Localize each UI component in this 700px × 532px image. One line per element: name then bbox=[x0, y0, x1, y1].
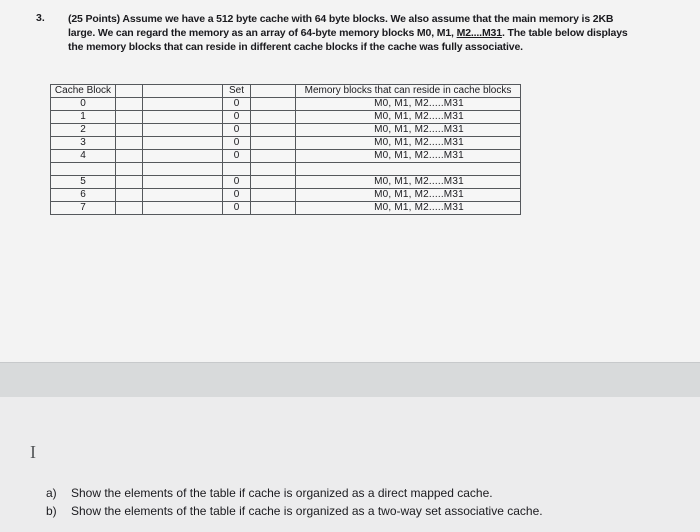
set-cell: 0 bbox=[223, 176, 251, 189]
text-cursor-icon: I bbox=[30, 442, 36, 462]
cache-block-cell: 2 bbox=[51, 124, 116, 137]
part-a-label: a) bbox=[46, 486, 57, 500]
cache-table bbox=[50, 84, 521, 215]
header-cache-block: Cache Block bbox=[51, 85, 116, 98]
memory-blocks-cell: M0, M1, M2.....M31 bbox=[296, 202, 521, 215]
table-row bbox=[51, 137, 521, 150]
cache-block-cell: 1 bbox=[51, 111, 116, 124]
memory-blocks-cell: M0, M1, M2.....M31 bbox=[296, 124, 521, 137]
table-spacer-row bbox=[51, 163, 521, 176]
memory-range-underlined: M2....M31 bbox=[456, 27, 502, 39]
set-cell: 0 bbox=[223, 98, 251, 111]
cache-block-cell: 3 bbox=[51, 137, 116, 150]
memory-blocks-cell: M0, M1, M2.....M31 bbox=[296, 176, 521, 189]
table-row bbox=[51, 189, 521, 202]
set-cell: 0 bbox=[223, 137, 251, 150]
table-row bbox=[51, 98, 521, 111]
part-a-text: Show the elements of the table if cache is organized as a direct mapped cache. bbox=[71, 486, 493, 500]
part-b bbox=[46, 504, 543, 518]
cache-block-cell: 0 bbox=[51, 98, 116, 111]
question-line-2: large. We can regard the memory as an array of 64-byte memory blocks M0, M1, M2....M31. The table below displays bbox=[68, 27, 628, 39]
cache-block-cell: 4 bbox=[51, 150, 116, 163]
question-line-1: (25 Points) Assume we have a 512 byte cache with 64 byte blocks. We also assume that the main memory is 2KB bbox=[68, 13, 614, 25]
table-row bbox=[51, 202, 521, 215]
header-memory-blocks: Memory blocks that can reside in cache blocks bbox=[296, 85, 521, 98]
memory-blocks-cell: M0, M1, M2.....M31 bbox=[296, 111, 521, 124]
memory-blocks-cell: M0, M1, M2.....M31 bbox=[296, 137, 521, 150]
table-header-row bbox=[51, 85, 521, 98]
set-cell: 0 bbox=[223, 150, 251, 163]
question-text bbox=[68, 12, 678, 54]
memory-blocks-cell: M0, M1, M2.....M31 bbox=[296, 98, 521, 111]
part-b-text: Show the elements of the table if cache is organized as a two-way set associative cache. bbox=[71, 504, 543, 518]
header-set: Set bbox=[223, 85, 251, 98]
part-a bbox=[46, 486, 493, 500]
question-number: 3. bbox=[36, 12, 45, 24]
set-cell: 0 bbox=[223, 124, 251, 137]
set-cell: 0 bbox=[223, 202, 251, 215]
memory-blocks-cell: M0, M1, M2.....M31 bbox=[296, 150, 521, 163]
memory-blocks-cell: M0, M1, M2.....M31 bbox=[296, 189, 521, 202]
table-row bbox=[51, 124, 521, 137]
part-b-label: b) bbox=[46, 504, 57, 518]
cache-block-cell: 6 bbox=[51, 189, 116, 202]
page-divider bbox=[0, 362, 700, 398]
set-cell: 0 bbox=[223, 189, 251, 202]
table-row bbox=[51, 111, 521, 124]
table-row bbox=[51, 176, 521, 189]
table-row bbox=[51, 150, 521, 163]
cache-block-cell: 7 bbox=[51, 202, 116, 215]
set-cell: 0 bbox=[223, 111, 251, 124]
question-line-3: the memory blocks that can reside in different cache blocks if the cache was fully associative. bbox=[68, 41, 523, 53]
cache-block-cell: 5 bbox=[51, 176, 116, 189]
